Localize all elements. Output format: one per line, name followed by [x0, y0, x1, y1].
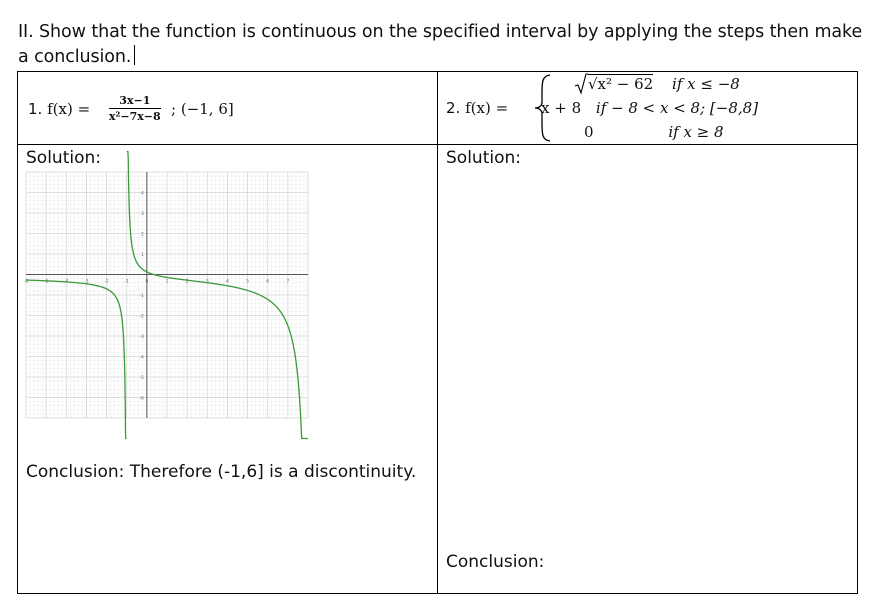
fraction-bar [109, 108, 161, 109]
problem-table [17, 71, 858, 594]
y-tick-label: 2 [140, 232, 144, 238]
problem1-denominator: x²−7x−8 [109, 110, 161, 123]
x-tick-label: 2 [185, 279, 189, 285]
solution2-label: Solution: [446, 148, 521, 168]
problem1-interval: ; (−1, 6] [171, 100, 234, 118]
problem1-number: 1. [28, 100, 43, 118]
problem2-lhs: f(x) = [465, 99, 509, 117]
conclusion2-label: Conclusion: [446, 552, 545, 572]
case2-expression: x + 8 [541, 99, 582, 117]
y-tick-label: -3 [139, 335, 144, 340]
function-graph [23, 172, 308, 418]
y-tick-label: 3 [140, 212, 144, 217]
row-divider [18, 144, 857, 145]
column-divider [437, 72, 438, 593]
instructions [18, 20, 868, 70]
case2-condition: if − 8 < x < 8; [−8,8] [595, 99, 759, 117]
problem1-label [28, 100, 90, 118]
case1-condition: if x ≤ −8 [672, 75, 740, 93]
conclusion1: Conclusion: Therefore (-1,6] is a discontinuity. [26, 462, 417, 482]
x-tick-label: -2 [104, 279, 109, 285]
case1 [576, 75, 740, 93]
case3 [584, 123, 724, 141]
sqrt-icon [574, 73, 588, 95]
x-tick-label: -4 [64, 279, 69, 285]
y-tick-label: -6 [139, 396, 144, 402]
x-tick-label: 4 [225, 279, 229, 285]
problem1-numerator: 3x−1 [119, 94, 151, 107]
y-tick-label: 1 [140, 253, 144, 258]
x-tick-label: -5 [43, 279, 49, 285]
x-tick-label: 6 [266, 279, 270, 285]
case2 [541, 99, 758, 117]
x-tick-label: 1 [165, 279, 169, 285]
function-curve [23, 279, 127, 438]
x-tick-label: 7 [286, 279, 290, 285]
x-tick-label: -6 [23, 279, 29, 285]
y-tick-label: -5 [139, 376, 144, 381]
y-tick-label: -4 [139, 355, 144, 361]
text-cursor [134, 45, 135, 65]
y-tick-label: -2 [139, 314, 144, 320]
y-tick-label: -1 [139, 294, 144, 299]
case3-condition: if x ≥ 8 [668, 123, 724, 141]
case3-expression: 0 [584, 123, 594, 141]
problem1-lhs: f(x) = [47, 100, 91, 118]
x-tick-label: 3 [205, 279, 209, 285]
case1-expression: √x² − 62 [588, 75, 654, 93]
x-tick-label: -3 [84, 279, 89, 285]
x-tick-label: 5 [246, 279, 250, 285]
solution1-label: Solution: [26, 148, 101, 168]
x-tick-label: -1 [124, 279, 129, 285]
y-tick-label: 4 [140, 191, 144, 197]
problem2-number: 2. [446, 99, 461, 117]
x-tick-label: 0 [145, 279, 149, 285]
instructions-text: II. Show that the function is continuous on the specified interval by applying the steps then make a conclusion. [18, 22, 863, 67]
problem1-fraction [109, 94, 161, 123]
problem2-label [446, 99, 508, 117]
